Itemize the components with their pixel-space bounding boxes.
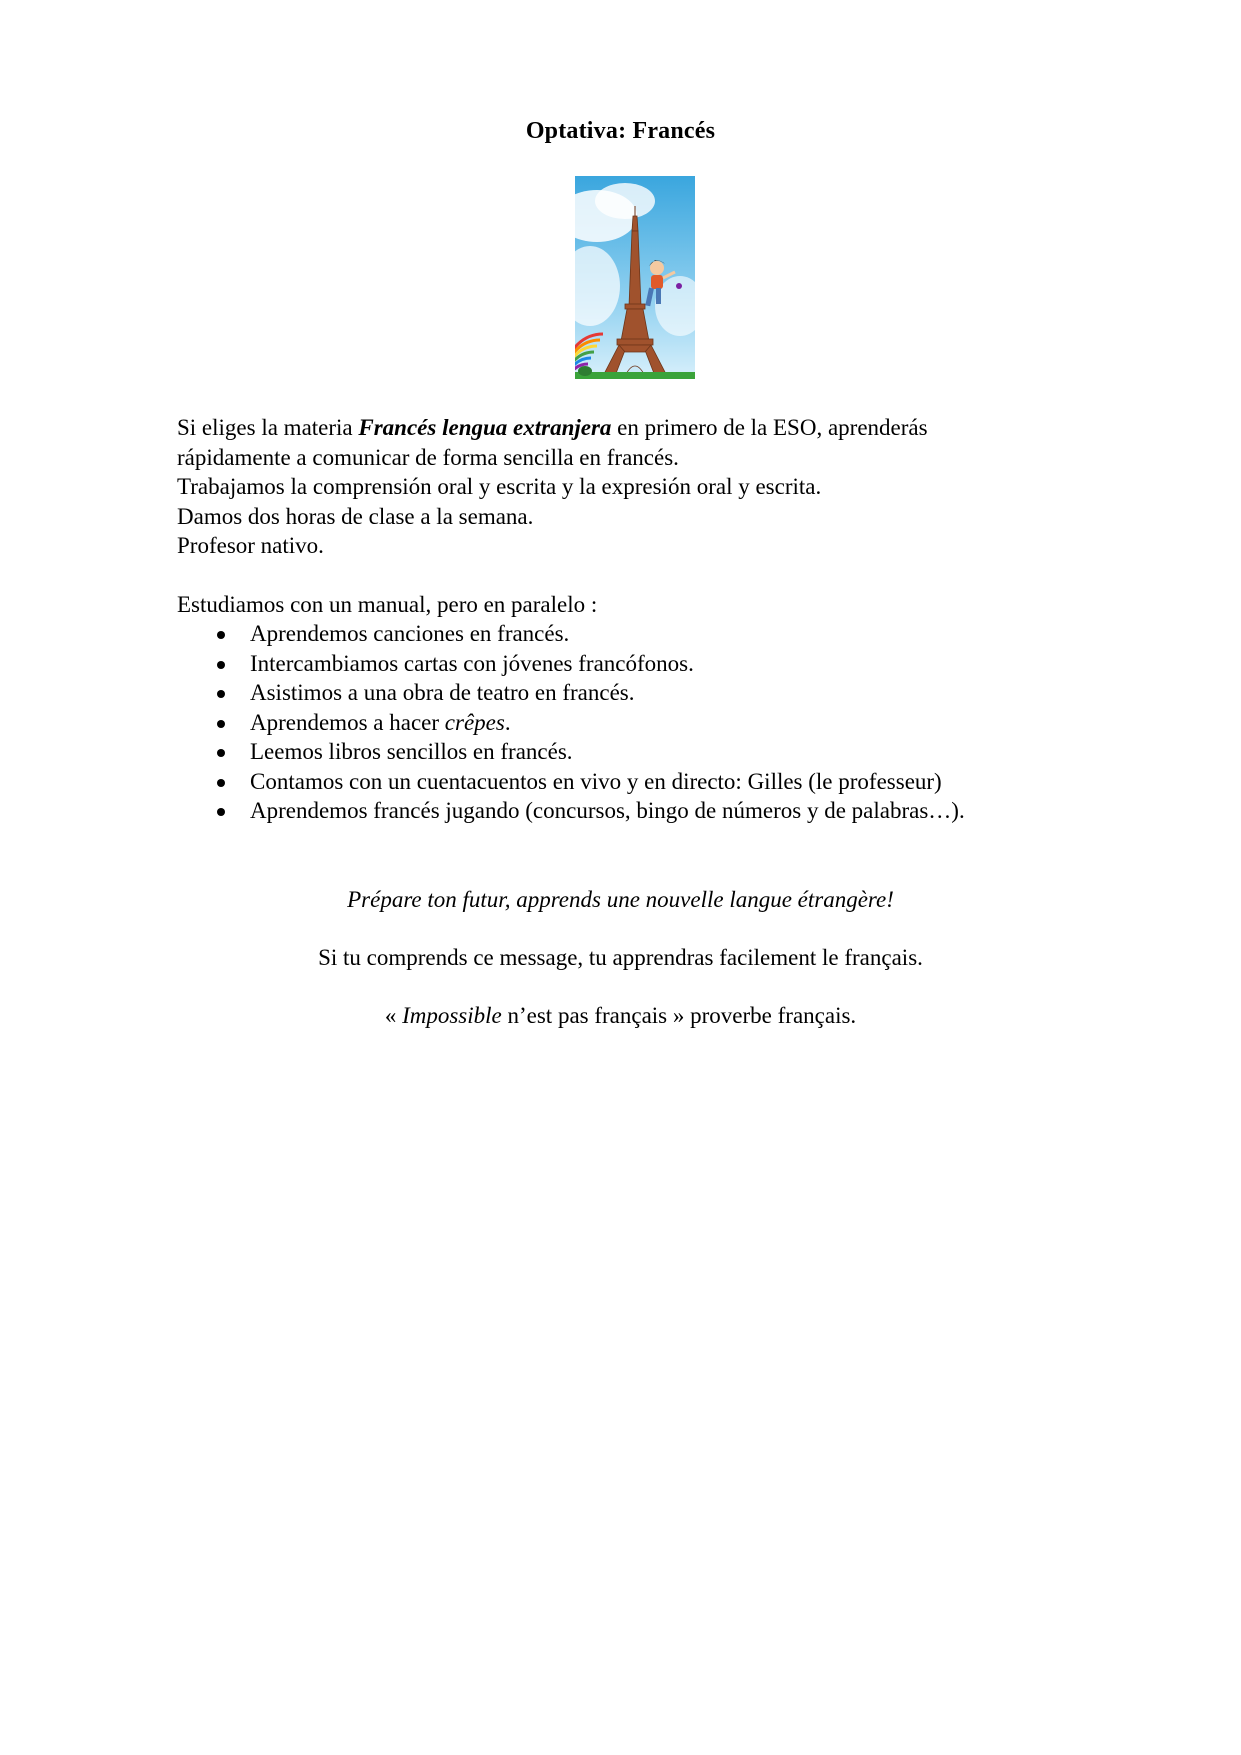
proverb: [0, 1003, 1241, 1029]
quote-open: «: [384, 1003, 403, 1028]
body-text: [177, 413, 1077, 826]
intro-text: Si eliges la materia: [177, 415, 359, 440]
subject-name: Francés lengua extranjera: [358, 415, 612, 440]
list-item-text: Aprendemos canciones en francés.: [250, 621, 570, 646]
list-item: [177, 708, 1077, 738]
motto-text: Prépare ton futur, apprends une nouvelle langue étrangère!: [347, 887, 894, 912]
activities-list: [177, 619, 1077, 826]
proverb-text: n’est pas français » proverbe français.: [501, 1003, 857, 1028]
list-item: [177, 678, 1077, 708]
bullet-icon: [217, 690, 225, 698]
intro-line: rápidamente a comunicar de forma sencilla en francés.: [177, 444, 679, 470]
list-item: [177, 619, 1077, 649]
list-item-text: Intercambiamos cartas con jóvenes francófonos.: [250, 650, 694, 676]
list-item-text: Aprendemos francés jugando (concursos, bingo de números y de palabras…).: [250, 798, 965, 823]
list-item: [177, 649, 1077, 679]
intro-text: en primero de la ESO, aprenderás: [611, 415, 928, 440]
eiffel-tower-illustration: [575, 176, 695, 379]
list-item-text: Contamos con un cuentacuentos en vivo y en directo: Gilles (le professeur): [250, 768, 942, 794]
list-item: [177, 796, 1077, 826]
list-item-text: Asistimos a una obra de teatro en francés.: [250, 680, 635, 705]
intro-line: Profesor nativo.: [177, 533, 324, 558]
intro-line: Trabajamos la comprensión oral y escrita y la expresión oral y escrita.: [177, 474, 822, 499]
crepes-word: crêpes: [444, 709, 505, 735]
page-title: Optativa: Francés: [525, 118, 716, 144]
list-item-text: .: [504, 709, 511, 735]
bullet-icon: [217, 779, 225, 787]
intro-paragraph: [177, 413, 1077, 443]
list-item: [177, 767, 1077, 797]
intro-line: Damos dos horas de clase a la semana.: [177, 503, 534, 529]
bullet-icon: [217, 661, 225, 669]
list-item: [177, 737, 1077, 767]
message: Si tu comprends ce message, tu apprendras facilement le français.: [318, 945, 923, 970]
eiffel-tower-icon: [575, 176, 695, 379]
bullet-icon: [217, 720, 225, 728]
motto: [0, 887, 1241, 913]
bullet-icon: [217, 631, 225, 639]
list-item-text: Aprendemos a hacer: [250, 709, 445, 735]
list-item-text: Leemos libros sencillos en francés.: [250, 739, 573, 764]
list-intro: Estudiamos con un manual, pero en paralelo :: [177, 591, 598, 617]
bullet-icon: [217, 808, 225, 816]
proverb-emphasis: Impossible: [402, 1003, 502, 1028]
bullet-icon: [217, 749, 225, 757]
